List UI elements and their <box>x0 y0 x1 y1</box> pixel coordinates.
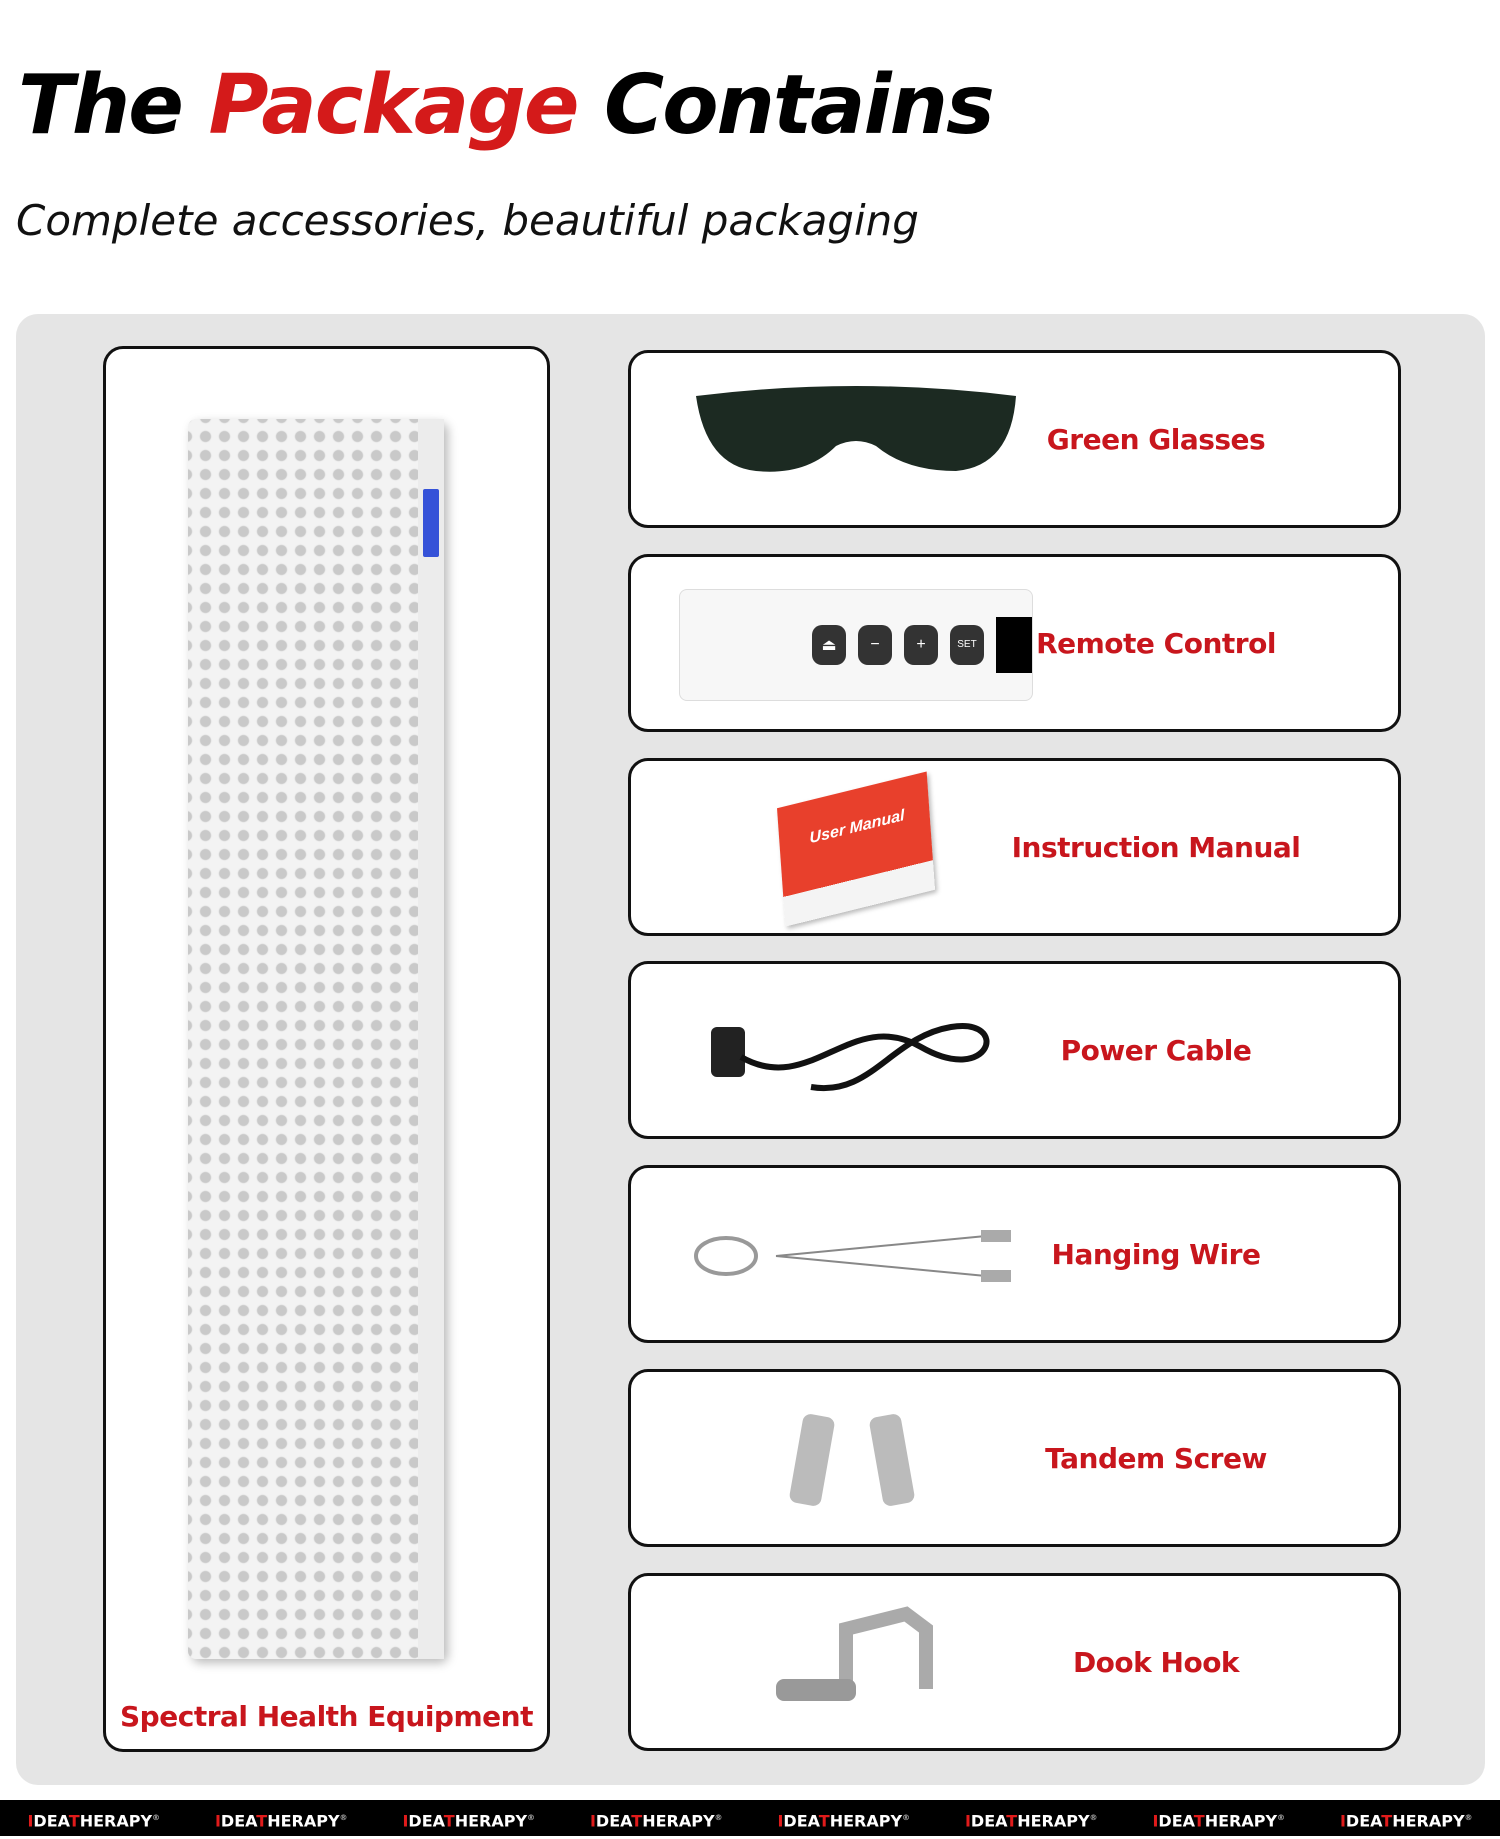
hook-icon <box>661 1586 1051 1741</box>
display-icon <box>423 489 439 557</box>
remote-button: + <box>904 625 938 665</box>
item-card <box>628 554 1401 732</box>
remote-button: − <box>858 625 892 665</box>
subtitle: Complete accessories, beautiful packaging <box>16 196 919 245</box>
brand-footer <box>0 1800 1500 1836</box>
brand-logo: IDEATHERAPY® <box>188 1800 376 1836</box>
brand-logo: IDEATHERAPY® <box>938 1800 1126 1836</box>
item-card <box>628 961 1401 1139</box>
manual-icon: User Manual <box>661 771 1051 926</box>
remote-button: SET <box>950 625 984 665</box>
item-card <box>628 1165 1401 1343</box>
item-card <box>628 1573 1401 1751</box>
title-word: The <box>18 58 182 153</box>
item-card <box>628 1369 1401 1547</box>
title-word: Contains <box>604 58 993 153</box>
brand-logo: IDEATHERAPY® <box>1313 1800 1500 1836</box>
brand-logo: IDEATHERAPY® <box>750 1800 938 1836</box>
item-label: Dook Hook <box>1051 1576 1261 1748</box>
cable-icon <box>661 974 1051 1129</box>
remote-icon <box>661 567 1051 722</box>
item-label: Tandem Screw <box>1051 1372 1261 1544</box>
item-label: Green Glasses <box>1051 353 1261 525</box>
item-label: Hanging Wire <box>1051 1168 1261 1340</box>
item-card <box>628 350 1401 528</box>
glasses-icon <box>661 363 1051 518</box>
wire-icon <box>661 1178 1051 1333</box>
item-card <box>628 758 1401 936</box>
page-title <box>18 58 993 153</box>
item-label: Instruction Manual <box>1051 761 1261 933</box>
brand-logo: IDEATHERAPY® <box>1125 1800 1313 1836</box>
title-highlight: Package <box>209 58 578 153</box>
remote-button: ⏏ <box>812 625 846 665</box>
brand-logo: IDEATHERAPY® <box>0 1800 188 1836</box>
main-item-card <box>103 346 550 1752</box>
brand-logo: IDEATHERAPY® <box>563 1800 751 1836</box>
item-label: Power Cable <box>1051 964 1261 1136</box>
main-item-label: Spectral Health Equipment <box>106 1700 547 1733</box>
item-label: Remote Control <box>1051 557 1261 729</box>
screw-icon <box>661 1382 1051 1537</box>
brand-logo: IDEATHERAPY® <box>375 1800 563 1836</box>
light-panel-image <box>188 419 444 1659</box>
